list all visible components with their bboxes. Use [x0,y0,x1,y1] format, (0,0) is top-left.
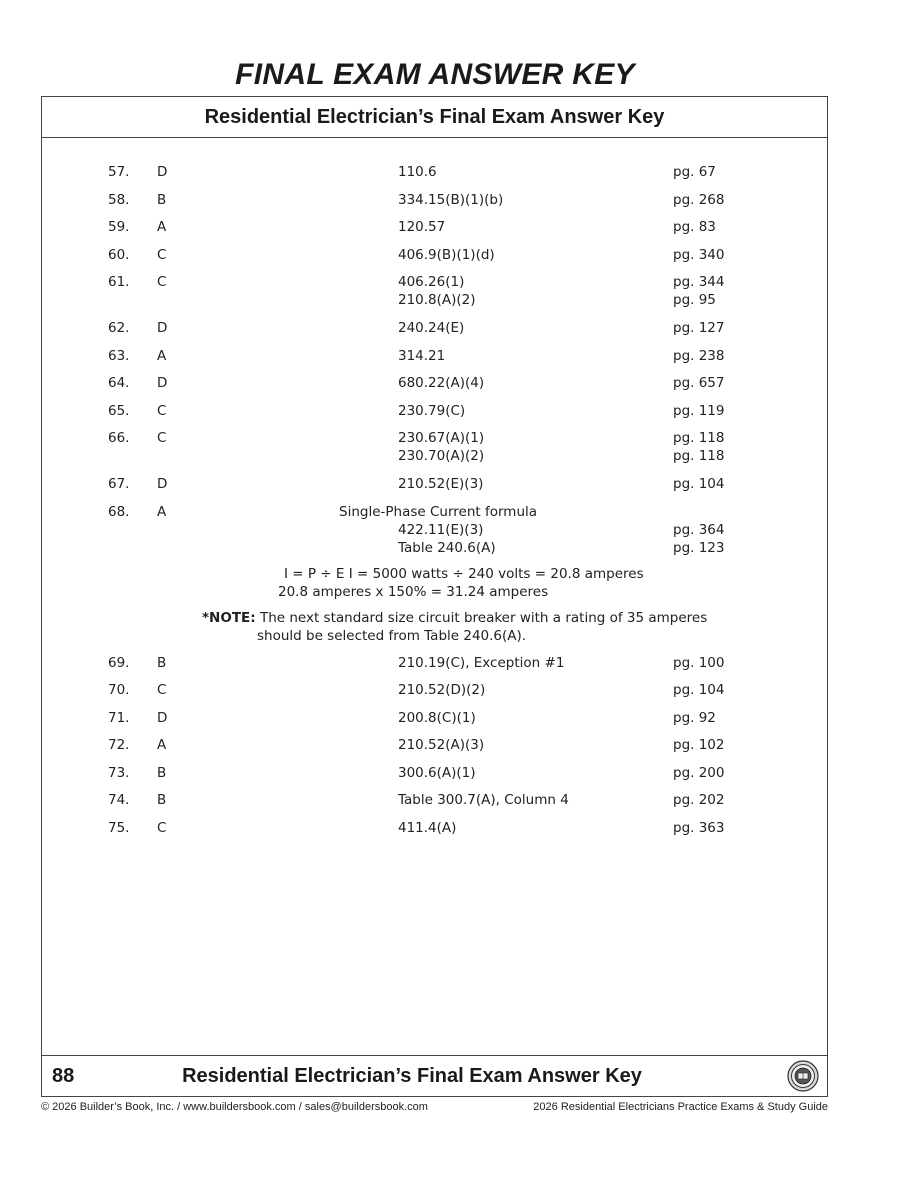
question-number: 74. [108,792,130,808]
page-reference: pg. 104 [673,682,725,698]
answer-letter: C [157,682,167,698]
answer-letter: C [157,274,167,290]
question-number: 75. [108,819,130,836]
book-title-text: 2026 Residential Electricians Practice Exams & Study Guide [533,1101,828,1113]
answer-row-68 [42,497,827,561]
question-number: 67. [108,476,130,492]
page-reference: pg. 95 [673,292,716,308]
answer-letter: B [157,191,167,208]
answer-letter: A [157,737,167,753]
calculation-line: I = P ÷ E I = 5000 watts ÷ 240 volts = 20.8 amperes [284,565,644,582]
code-reference: 230.79(C) [398,402,466,419]
page-reference: pg. 364 [673,521,725,538]
code-reference: 230.67(A)(1) [398,430,485,446]
code-reference: 300.6(A)(1) [398,764,476,781]
answer-row [42,368,827,396]
answer-letter: A [157,503,167,520]
answer-letter: C [157,819,167,836]
footer-bar [42,1055,827,1097]
question-number: 65. [108,402,130,419]
code-reference: 210.52(D)(2) [398,682,486,698]
code-reference: 230.70(A)(2) [398,448,485,464]
calculation-line: 20.8 amperes x 150% = 31.24 amperes [278,583,549,600]
answer-row [42,675,827,703]
code-reference: Table 240.6(A) [398,539,496,556]
answer-row [42,185,827,213]
formula-heading: Single-Phase Current formula [339,503,538,520]
answer-letter: D [157,476,168,492]
code-reference: 210.19(C), Exception #1 [398,654,565,671]
code-reference: 240.24(E) [398,320,465,336]
page-number: 88 [52,1065,75,1087]
answer-letter: A [157,347,167,364]
answer-letter: B [157,654,167,671]
code-reference: 334.15(B)(1)(b) [398,191,504,208]
answer-letter: B [157,792,167,808]
note-line [202,609,707,627]
question-number: 57. [108,164,130,180]
answer-row [42,423,827,469]
answer-letter: D [157,164,168,180]
code-reference: 314.21 [398,347,446,364]
question-number: 61. [108,274,130,290]
question-number: 59. [108,219,130,235]
answer-letter: D [157,320,168,336]
page-reference: pg. 268 [673,191,725,208]
answer-row [42,785,827,813]
answer-row [42,267,827,313]
question-number: 58. [108,191,130,208]
page-reference: pg. 657 [673,375,725,391]
answer-letter: B [157,764,167,781]
answer-list [42,157,827,840]
answer-row [42,313,827,341]
answer-key-frame [41,96,828,1097]
code-reference: 210.52(A)(3) [398,737,485,753]
question-number: 69. [108,654,130,671]
answer-row [42,758,827,786]
page-reference: pg. 238 [673,347,725,364]
answer-letter: C [157,246,167,263]
note-text: The next standard size circuit breaker with a rating of 35 amperes [255,609,708,626]
answer-row [42,341,827,369]
question-number: 60. [108,246,130,263]
section-header: Residential Electrician’s Final Exam Answer Key [42,97,827,138]
code-reference: 680.22(A)(4) [398,375,485,391]
question-number: 64. [108,375,130,391]
answer-row [42,648,827,676]
question-number: 66. [108,430,130,446]
question-number: 73. [108,764,130,781]
code-reference: 406.26(1) [398,274,465,290]
code-reference: Table 300.7(A), Column 4 [398,792,569,808]
answer-row [42,157,827,185]
answer-row [42,703,827,731]
page-reference: pg. 104 [673,476,725,492]
answer-letter: C [157,402,167,419]
question-number: 63. [108,347,130,364]
page-reference: pg. 127 [673,320,725,336]
code-reference: 411.4(A) [398,819,457,836]
page-reference: pg. 83 [673,219,716,235]
page-reference: pg. 67 [673,164,716,180]
page-title: FINAL EXAM ANSWER KEY [235,58,635,91]
page-reference: pg. 119 [673,402,725,419]
code-reference: 110.6 [398,164,437,180]
code-reference: 210.8(A)(2) [398,292,476,308]
page-reference: pg. 123 [673,539,725,556]
page-reference: pg. 118 [673,448,725,464]
page-reference: pg. 100 [673,654,725,671]
page-reference: pg. 363 [673,819,725,836]
page-reference: pg. 200 [673,764,725,781]
page-reference: pg. 102 [673,737,725,753]
page-reference: pg. 202 [673,792,725,808]
question-number: 71. [108,709,130,726]
page-reference: pg. 118 [673,430,725,446]
answer-letter: C [157,430,167,446]
footer-title: Residential Electrician’s Final Exam Answer Key [182,1065,642,1087]
code-reference: 406.9(B)(1)(d) [398,246,495,263]
calculation-block [42,561,827,606]
note-line: should be selected from Table 240.6(A). [257,627,527,644]
answer-letter: A [157,219,167,235]
answer-row [42,396,827,424]
copyright-text: © 2026 Builder’s Book, Inc. / www.buildersbook.com / sales@buildersbook.com [41,1101,428,1113]
question-number: 70. [108,682,130,698]
code-reference: 200.8(C)(1) [398,709,476,726]
question-number: 62. [108,320,130,336]
answer-row [42,240,827,268]
answer-row [42,212,827,240]
question-number: 72. [108,737,130,753]
answer-letter: D [157,709,168,726]
question-number: 68. [108,503,130,520]
note-label: *NOTE: [202,609,256,626]
code-reference: 120.57 [398,219,446,235]
answer-row [42,813,827,841]
page-reference: pg. 92 [673,709,716,726]
answer-row [42,730,827,758]
builders-book-seal-icon [787,1060,819,1092]
answer-row [42,469,827,497]
note-block [42,606,827,648]
code-reference: 422.11(E)(3) [398,521,484,538]
page-reference: pg. 344 [673,274,725,290]
page-reference: pg. 340 [673,246,725,263]
code-reference: 210.52(E)(3) [398,476,484,492]
answer-letter: D [157,375,168,391]
